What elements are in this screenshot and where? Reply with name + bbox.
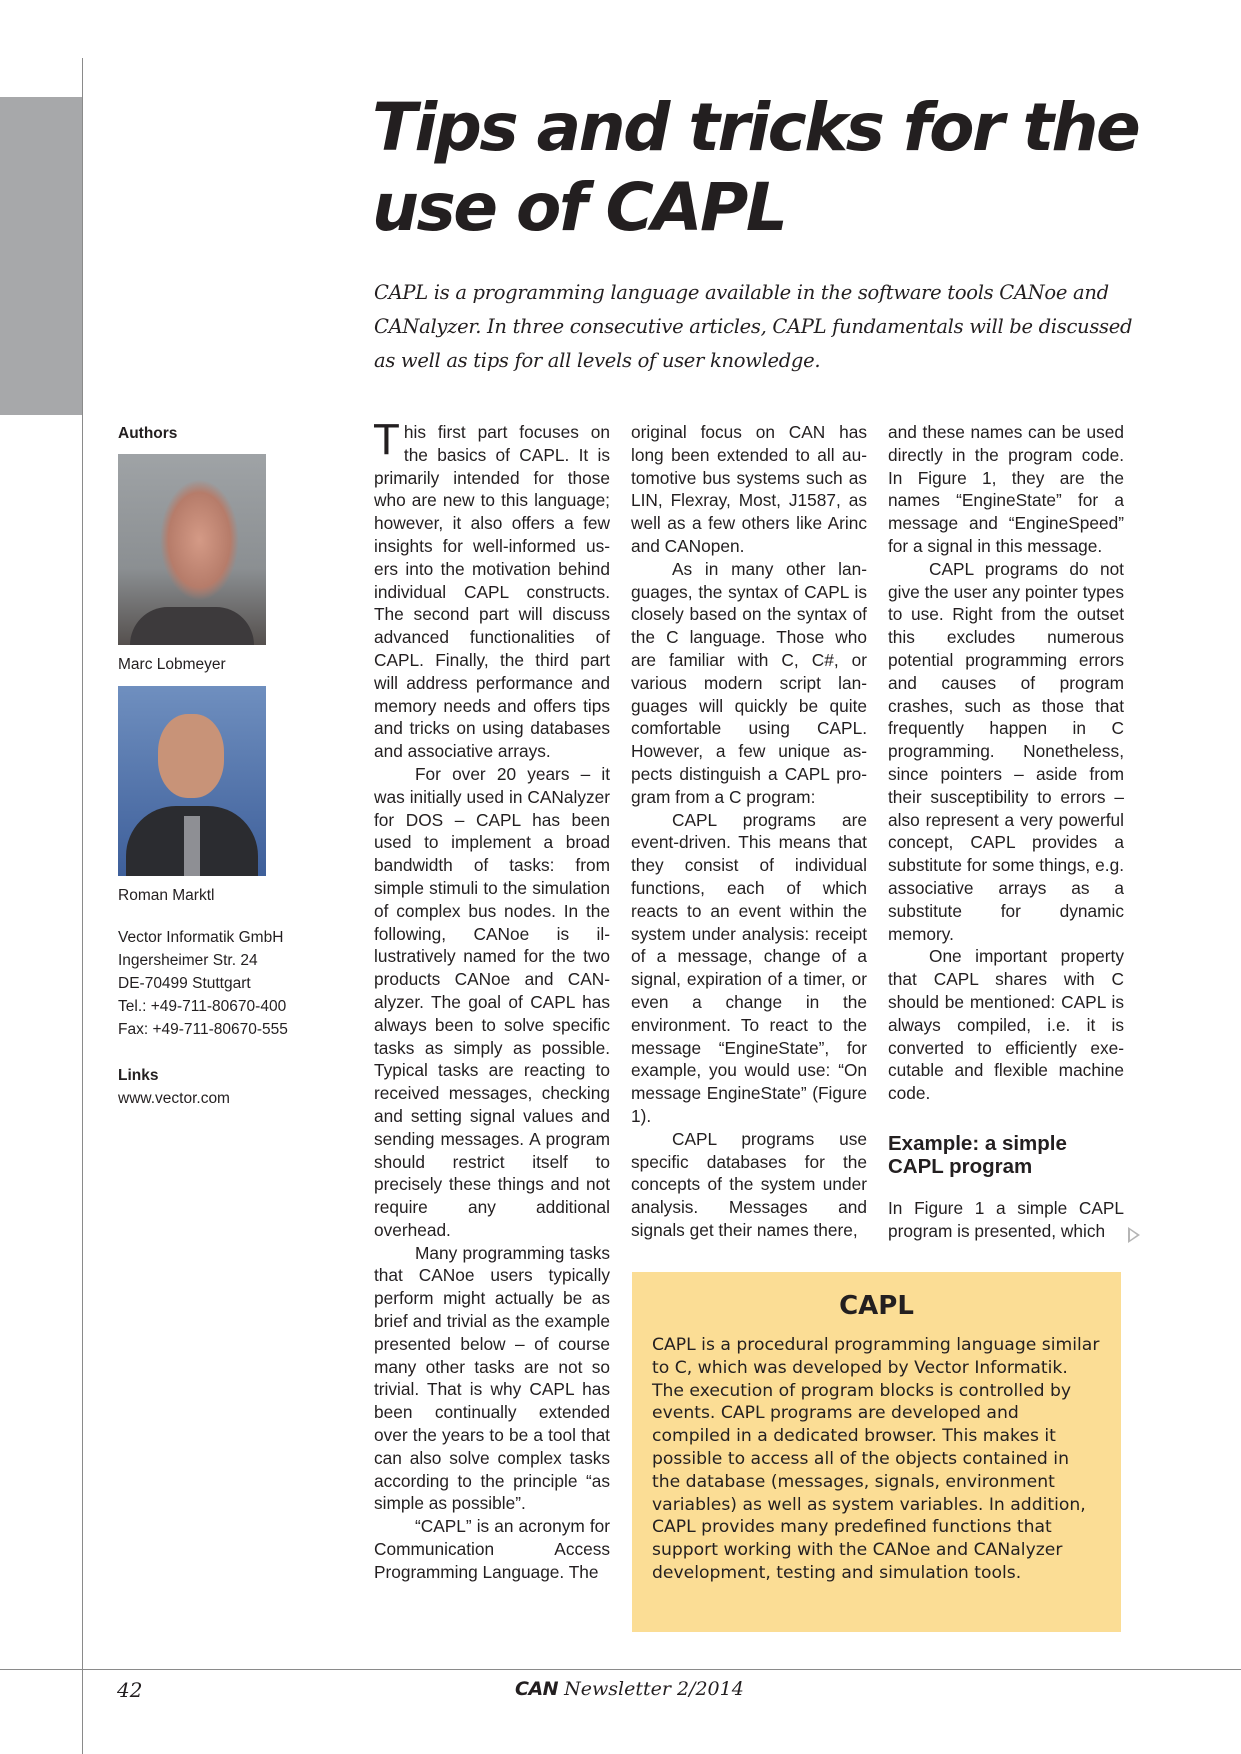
author-photo-marc-lobmeyer (118, 454, 266, 645)
paragraph: Many programming tasks that CANoe users typically perform might actually be as brief and trivial as the example presented below – of course many other tasks are not so trivial. That is why CAPL has been continually extended over the years to be a tool that can also solve complex tasks according to the principle “as simple as possible”. (374, 1242, 610, 1514)
paragraph: For over 20 years – it was initially used in CANalyzer for DOS – CAPL has been used to implement a broad bandwidth of tasks: from simple stimuli to the simulation of complex bus nodes. In the following, CANoe is illustratively named for the two products CANoe and CANalyzer. The goal of CAPL has always been to solve specific tasks as simply as possible. Typical tasks are reacting to received messages, checking and setting signal values and sending messages. A program should restrict itself to precisely these things and not require any additional overhead. (374, 763, 610, 1240)
paragraph: CAPL programs do not give the user any pointer types to use. Right from the outset this excludes numerous potential programming errors and causes of program crashes, such as those that frequently happen in C programming. Nonetheless, since pointers – aside from their susceptibility to errors – also represent a very powerful concept, CAPL provides a substitute for some things, e.g. associative arrays as a substitute for dynamic memory. (888, 558, 1124, 944)
company-tel: Tel.: +49-711-80670-400 (118, 998, 287, 1015)
drop-cap: T (373, 415, 400, 464)
infobox-title: CAPL (839, 1291, 914, 1321)
article-title: Tips and tricks for the use of CAPL (372, 89, 1139, 246)
magazine-title (515, 1678, 744, 1700)
author-name-1: Marc Lobmeyer (118, 656, 226, 673)
text-column-1 (373, 415, 610, 1584)
paragraph: original focus on CAN has long been extended to all automotive bus systems such as LIN, Flexray, Most, J1587, as well as a few others like Arinc and CANopen. (631, 422, 867, 556)
links-heading: Links (118, 1067, 159, 1084)
section-heading: Example: a simple CAPL program (888, 1131, 1067, 1178)
author-sidebar (118, 422, 298, 1110)
paragraph: In Figure 1 a simple CAPL program is presented, which (888, 1197, 1124, 1241)
article-lead: CAPL is a programming language available in the software tools CANoe and CANalyzer. In three consecutive articles, CAPL fundamentals will be discussed as well as tips for all levels of user knowledge. (374, 281, 1133, 372)
authors-heading: Authors (118, 425, 178, 442)
author-photo-roman-marktl (118, 686, 266, 876)
company-fax: Fax: +49-711-80670-555 (118, 1021, 288, 1038)
paragraph: As in many other languages, the syntax of CAPL is closely based on the syntax of the C language. Those who are familiar with C, C#, or various modern script languages will quickly be quite comfortable using CAPL. However, a few unique aspects distinguish a CAPL program from a C program: (631, 558, 867, 807)
company-city: DE-70499 Stuttgart (118, 975, 251, 992)
continue-arrow-icon (1128, 1227, 1140, 1243)
author-name-2: Roman Marktl (118, 887, 215, 904)
capl-infobox (632, 1272, 1121, 1632)
text-column-3 (888, 421, 1124, 1243)
paragraph: CAPL programs use specific databases for the concepts of the system under analysis. Messages and signals get their names there, (631, 1128, 867, 1240)
issue-label: Newsletter 2/2014 (564, 1678, 744, 1700)
paragraph: CAPL programs are event-driven. This means that they consist of individual functions, each of which reacts to an event within the system under analysis: receipt of a message, change of a signal, expiration of a timer, or even a change in the environment. To react to the message “EngineState”, for example, you would use: “On message EngineState” (Figure 1). (631, 809, 867, 1126)
page-number: 42 (117, 1678, 143, 1702)
text-column-2 (631, 421, 867, 1242)
paragraph: and these names can be used directly in the program code. In Figure 1, they are the names “EngineState” for a message and “EngineSpeed” for a signal in this message. (888, 422, 1124, 556)
paragraph: “CAPL” is an acronym for Communication Access Programming Language. The (374, 1516, 610, 1582)
vector-link[interactable]: www.vector.com (118, 1090, 230, 1107)
left-rule (82, 58, 83, 1754)
can-logo: CAN (515, 1678, 559, 1700)
infobox-text: CAPL is a procedural programming language similar to C, which was developed by Vector Informatik. The execution of program blocks is controlled by events. CAPL programs are developed and compiled in a dedicated browser. This makes it possible to access all of the objects contained in the database (messages, signals, environment variables) as well as system variables. In addition, CAPL provides many predefined functions that support working with the CANoe and CANalyzer development, testing and simulation tools. (652, 1335, 1100, 1583)
company-name: Vector Informatik GmbH (118, 929, 284, 946)
paragraph-intro: This first part focuses on the basics of CAPL. It is primarily intended for those who are new to this language; however, it also offers a few insights for well-informed users into the motivation behind individual CAPL constructs. The second part will discuss advanced functionalities of CAPL. Finally, the third part will address performance and memory needs and offers tips and tricks on using databases and associative arrays. (373, 415, 610, 762)
company-street: Ingersheimer Str. 24 (118, 952, 258, 969)
section-tab (0, 97, 83, 415)
footer-rule (0, 1669, 1241, 1670)
paragraph: One important property that CAPL shares with C should be mentioned: CAPL is always compiled, i.e. it is converted to efficiently executable and flexible machine code. (888, 946, 1124, 1104)
